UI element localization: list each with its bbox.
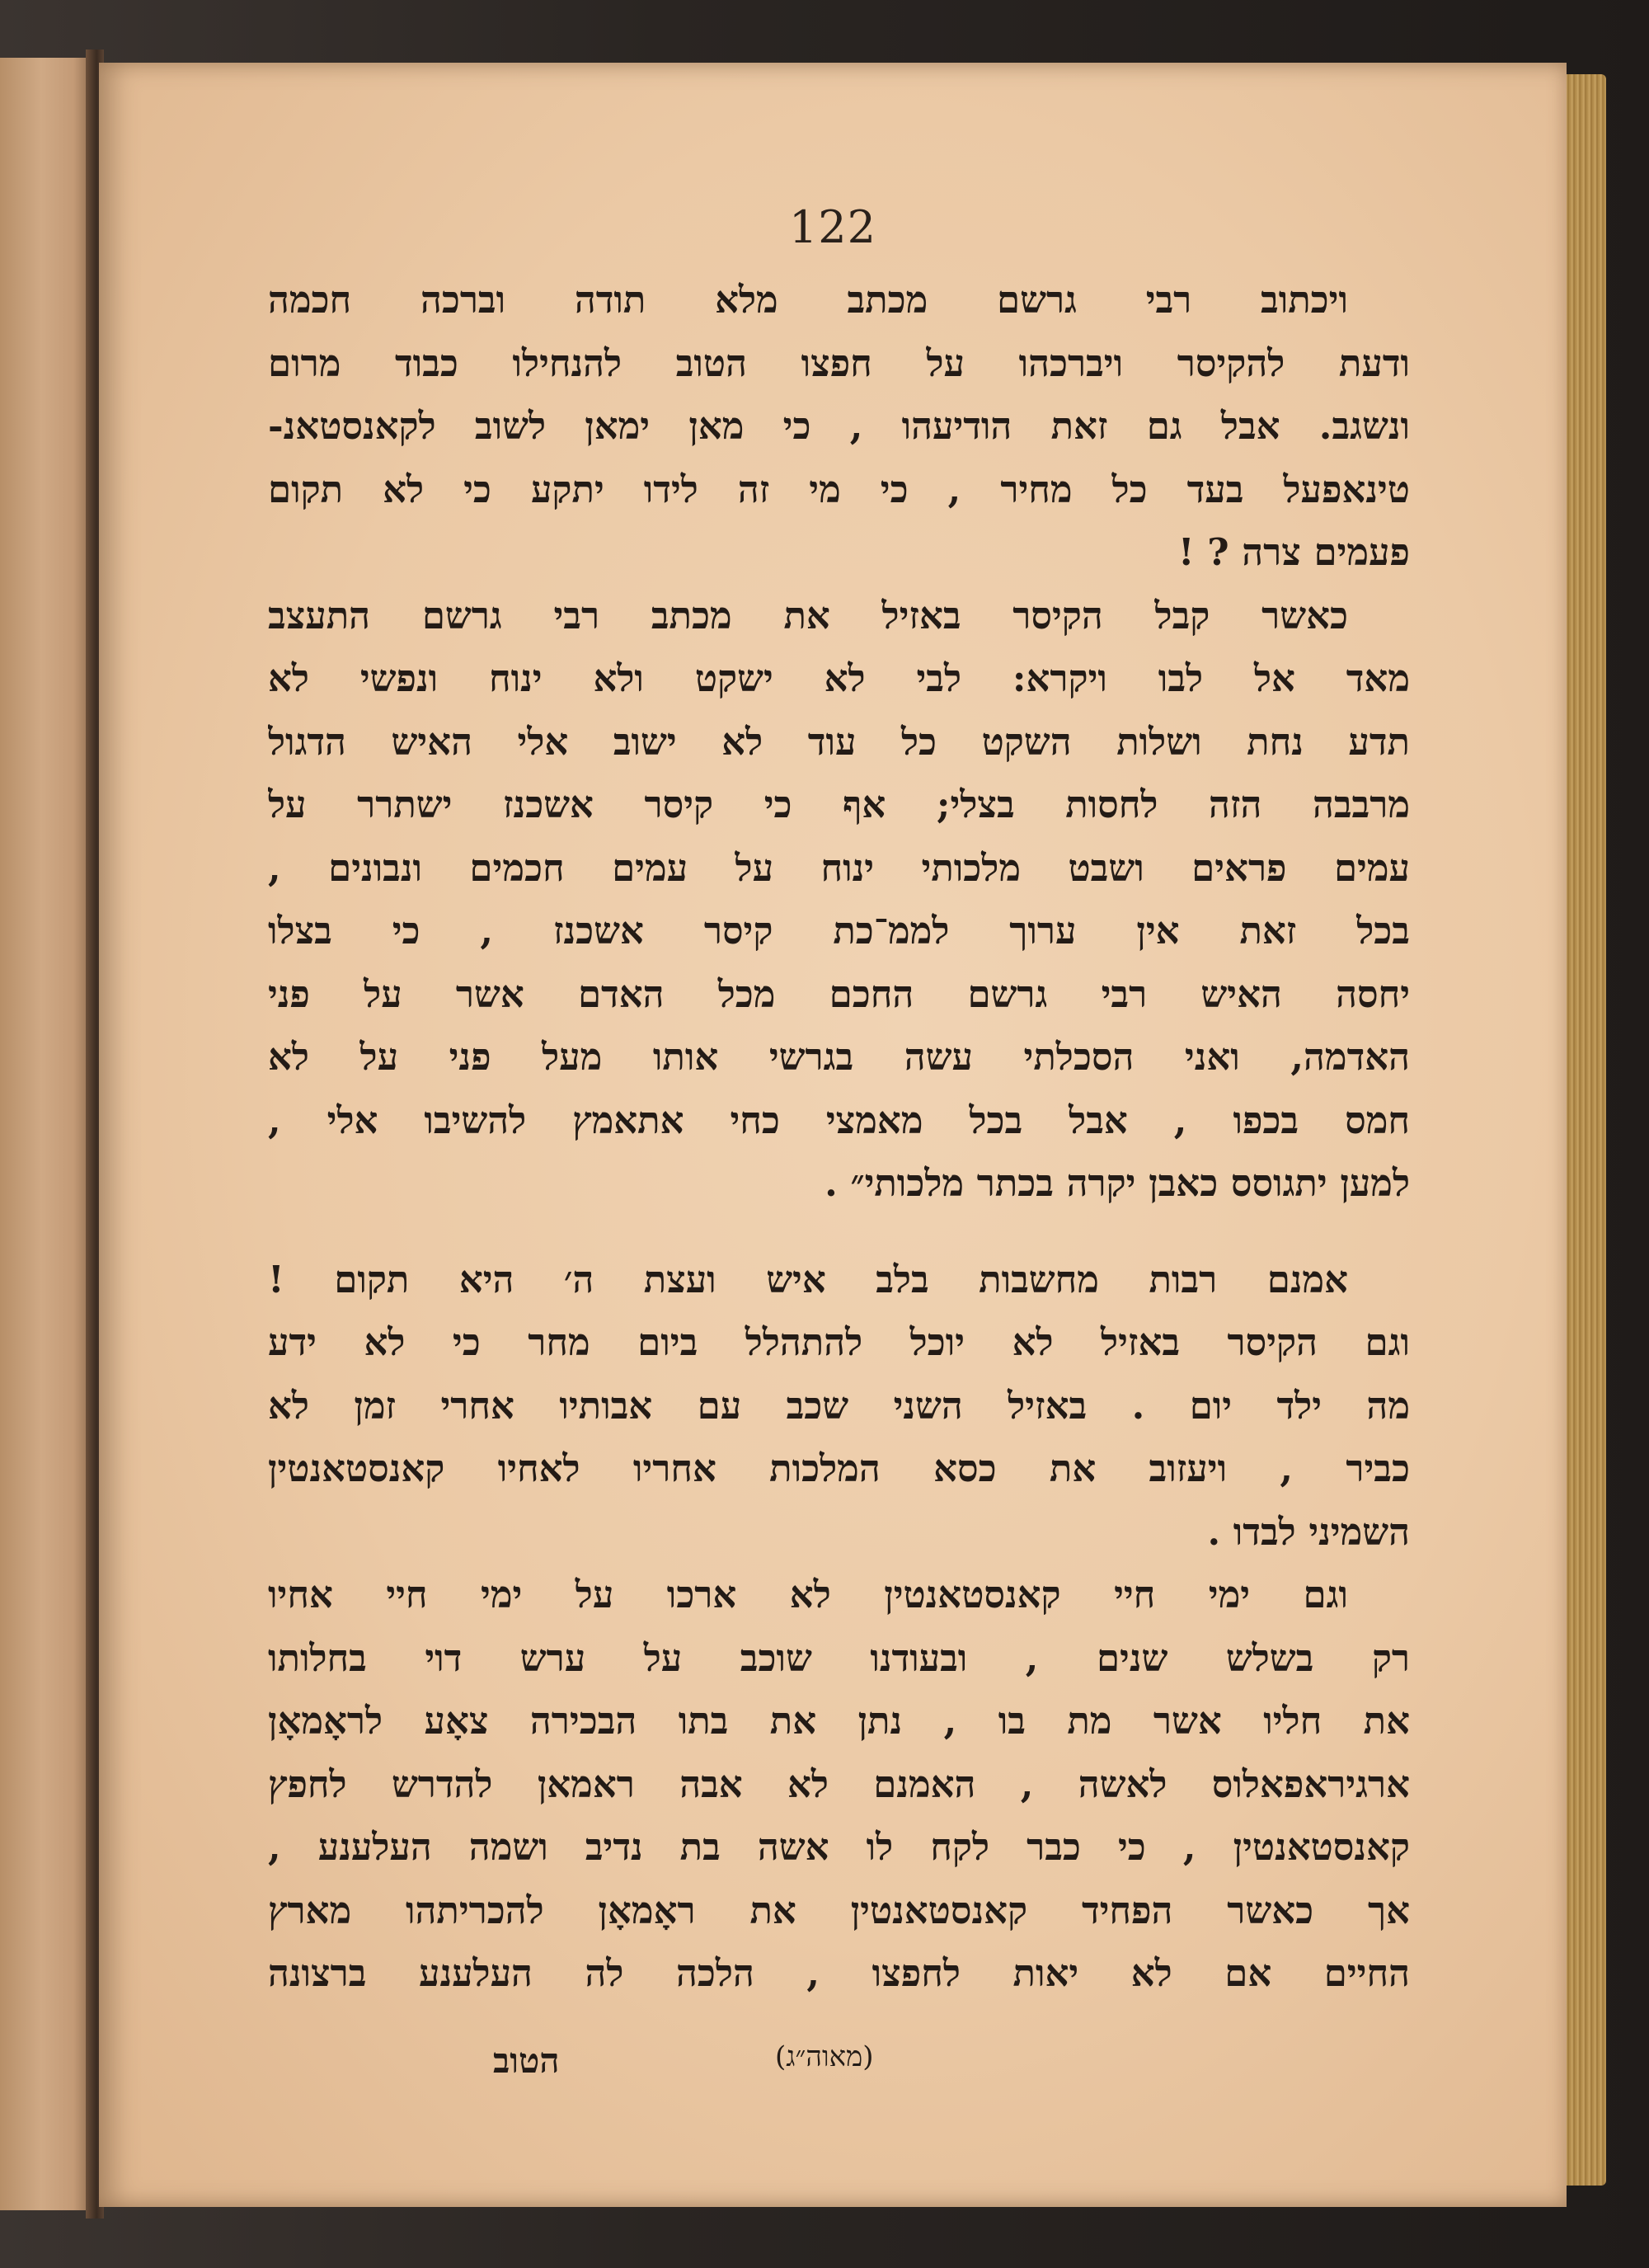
text-line: מאד אל לבו ויקרא: לבי לא ישקט ולא ינוח ונפשי לא: [268, 656, 1410, 700]
book-page: [99, 63, 1567, 2207]
text-line: וגם הקיסר באזיל לא יוכל להתהלל ביום מחר כי לא ידע: [268, 1320, 1410, 1364]
text-line: יחסה האיש רבי גרשם החכם מכל האדם אשר על פני: [268, 972, 1410, 1016]
catchword: הטוב: [493, 2040, 560, 2081]
text-line: ונשגב. אבל גם זאת הודיעהו , כי מאן ימאן לשוב לקאנסטאנ-: [268, 404, 1410, 448]
paragraph-4: [268, 1564, 1410, 2006]
text-line: וגם ימי חיי קאנסטאנטין לא ארכו על ימי חיי אחיו: [268, 1573, 1348, 1616]
paragraph-2: [268, 585, 1410, 1216]
text-line: למען יתגוסס כאבן יקרה בכתר מלכותי״ .: [824, 1161, 1410, 1205]
text-line: אך כאשר הפחיד קאנסטאנטין את ראָמאָן להכריתהו מארץ: [268, 1888, 1410, 1932]
text-line: ודעת להקיסר ויברכהו על חפצו הטוב להנחילו כבוד מרום: [268, 341, 1410, 385]
page-number: 122: [788, 201, 877, 253]
text-line: טינאפעל בעד כל מחיר , כי מי זה לידו יתקע כי לא תקום: [268, 467, 1410, 511]
text-line: מה ילד יום . באזיל השני שכב עם אבותיו אחרי זמן לא: [268, 1383, 1410, 1428]
text-line: עמים פראים ושבט מלכותי ינוח על עמים חכמים ונבונים ,: [268, 845, 1410, 890]
paragraph-1: [268, 269, 1410, 585]
text-line: ארגיראפאלוס לאשה , האמנם לא אבה ראמאן להדרש לחפץ: [268, 1762, 1410, 1806]
text-line: בכל זאת אין ערוך לממ־כת קיסר אשכנז , כי בצלו: [268, 909, 1410, 953]
page-text: [268, 269, 1410, 2006]
text-line: השמיני לבדו .: [1207, 1509, 1410, 1554]
page-footer: [99, 2040, 1567, 2090]
signature-mark: (מאוה״ג): [775, 2040, 874, 2073]
text-line: מרבבה הזה לחסות בצלי; אף כי קיסר אשכנז ישתרר על: [268, 783, 1410, 826]
text-line: תדע נחת ושלות השקט כל עוד לא ישוב אלי האיש הדגול: [268, 719, 1410, 764]
text-line: רק בשלש שנים , ובעודנו שוכב על ערש דוי בחלותו: [268, 1635, 1410, 1680]
text-line: את חליו אשר מת בו , נתן את בתו הבכירה צאָע לראָמאָן: [268, 1699, 1410, 1743]
paragraph-3: [268, 1249, 1410, 1565]
text-line: החיים אם לא יאות לחפצו , הלכה לה העלענע ברצונה: [268, 1951, 1410, 1995]
text-line: האדמה, ואני הסכלתי עשה בגרשי אותו מעל פני על לא: [268, 1035, 1410, 1079]
text-line: כביר , ויעזוב את כסא המלכות אחריו לאחיו קאנסטאנטין: [268, 1447, 1410, 1490]
paragraph-gap: [268, 1216, 1410, 1249]
text-line: פעמים צרה ? !: [1177, 530, 1410, 574]
text-line: ויכתוב רבי גרשם מכתב מלא תודה וברכה חכמה: [268, 278, 1348, 322]
text-line: אמנם רבות מחשבות בלב איש ועצת ה׳ היא תקום !: [268, 1257, 1348, 1301]
text-line: קאנסטאנטין , כי כבר לקח לו אשה בת נדיב ושמה העלענע ,: [268, 1825, 1410, 1869]
text-line: חמס בכפו , אבל בכל מאמצי כחי אתאמץ להשיבו אלי ,: [268, 1098, 1410, 1142]
left-facing-page: [0, 58, 92, 2210]
text-line: כאשר קבל הקיסר באזיל את מכתב רבי גרשם התעצב: [268, 593, 1348, 638]
